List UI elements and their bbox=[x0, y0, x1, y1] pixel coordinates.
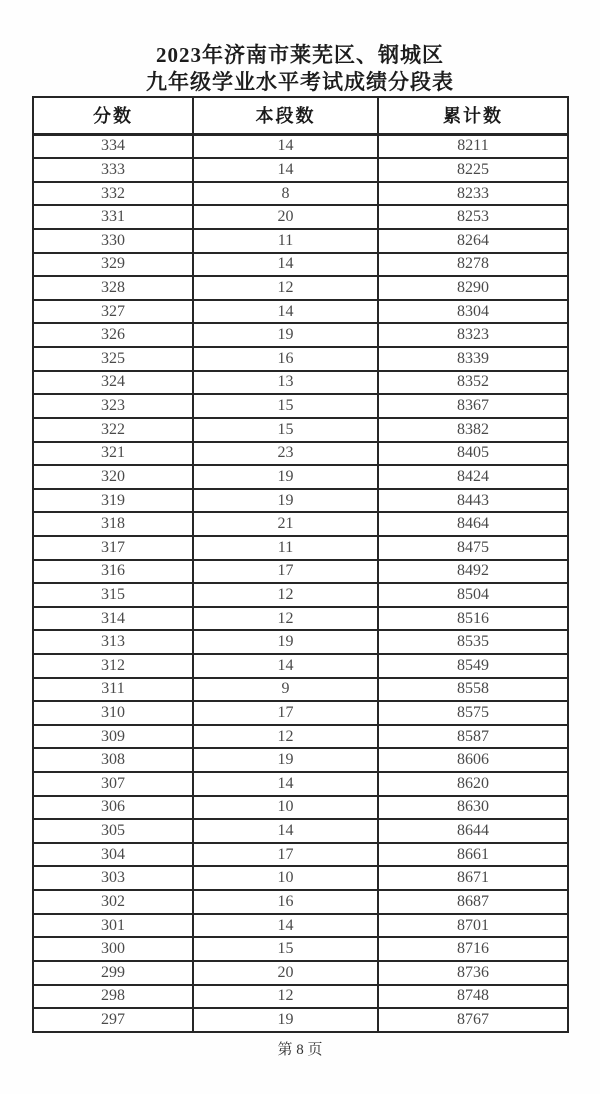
score-cell: 316 bbox=[33, 560, 193, 584]
score-cell: 321 bbox=[33, 442, 193, 466]
cumulative-count-cell: 8233 bbox=[378, 182, 568, 206]
table-row bbox=[33, 536, 568, 560]
segment-count-cell: 17 bbox=[193, 560, 378, 584]
segment-count-cell: 12 bbox=[193, 985, 378, 1009]
segment-count-cell: 14 bbox=[193, 654, 378, 678]
cumulative-count-cell: 8352 bbox=[378, 371, 568, 395]
segment-count-cell: 19 bbox=[193, 1008, 378, 1032]
score-cell: 317 bbox=[33, 536, 193, 560]
cumulative-count-cell: 8443 bbox=[378, 489, 568, 513]
segment-count-cell: 14 bbox=[193, 134, 378, 158]
cumulative-count-cell: 8382 bbox=[378, 418, 568, 442]
table-row bbox=[33, 866, 568, 890]
score-cell: 309 bbox=[33, 725, 193, 749]
table-row bbox=[33, 843, 568, 867]
cumulative-count-cell: 8424 bbox=[378, 465, 568, 489]
score-cell: 312 bbox=[33, 654, 193, 678]
table-row bbox=[33, 418, 568, 442]
table-row bbox=[33, 394, 568, 418]
table-row bbox=[33, 630, 568, 654]
segment-count-cell: 12 bbox=[193, 583, 378, 607]
table-row bbox=[33, 512, 568, 536]
cumulative-count-cell: 8225 bbox=[378, 158, 568, 182]
segment-count-cell: 19 bbox=[193, 323, 378, 347]
segment-count-cell: 11 bbox=[193, 229, 378, 253]
cumulative-count-cell: 8644 bbox=[378, 819, 568, 843]
score-cell: 300 bbox=[33, 937, 193, 961]
table-row bbox=[33, 654, 568, 678]
segment-count-cell: 11 bbox=[193, 536, 378, 560]
score-cell: 314 bbox=[33, 607, 193, 631]
cumulative-count-cell: 8716 bbox=[378, 937, 568, 961]
segment-count-cell: 10 bbox=[193, 796, 378, 820]
score-cell: 303 bbox=[33, 866, 193, 890]
score-cell: 308 bbox=[33, 748, 193, 772]
table-row bbox=[33, 725, 568, 749]
cumulative-count-cell: 8211 bbox=[378, 134, 568, 158]
table-row bbox=[33, 323, 568, 347]
cumulative-count-cell: 8558 bbox=[378, 678, 568, 702]
score-cell: 334 bbox=[33, 134, 193, 158]
score-cell: 302 bbox=[33, 890, 193, 914]
segment-count-cell: 20 bbox=[193, 961, 378, 985]
table-row bbox=[33, 229, 568, 253]
score-cell: 328 bbox=[33, 276, 193, 300]
cumulative-count-cell: 8535 bbox=[378, 630, 568, 654]
segment-count-cell: 12 bbox=[193, 725, 378, 749]
cumulative-count-cell: 8290 bbox=[378, 276, 568, 300]
segment-count-cell: 15 bbox=[193, 394, 378, 418]
cumulative-count-cell: 8748 bbox=[378, 985, 568, 1009]
score-cell: 325 bbox=[33, 347, 193, 371]
table-row bbox=[33, 182, 568, 206]
cumulative-count-cell: 8339 bbox=[378, 347, 568, 371]
cumulative-count-cell: 8587 bbox=[378, 725, 568, 749]
cumulative-count-cell: 8606 bbox=[378, 748, 568, 772]
segment-count-cell: 20 bbox=[193, 205, 378, 229]
cumulative-count-cell: 8549 bbox=[378, 654, 568, 678]
cumulative-count-cell: 8701 bbox=[378, 914, 568, 938]
table-row bbox=[33, 371, 568, 395]
cumulative-count-cell: 8475 bbox=[378, 536, 568, 560]
score-cell: 306 bbox=[33, 796, 193, 820]
score-cell: 327 bbox=[33, 300, 193, 324]
score-cell: 332 bbox=[33, 182, 193, 206]
segment-count-cell: 17 bbox=[193, 843, 378, 867]
table-row bbox=[33, 560, 568, 584]
score-cell: 315 bbox=[33, 583, 193, 607]
table-row bbox=[33, 489, 568, 513]
table-row bbox=[33, 347, 568, 371]
table-row bbox=[33, 583, 568, 607]
segment-count-cell: 15 bbox=[193, 418, 378, 442]
table-row bbox=[33, 961, 568, 985]
header-segment-count: 本段数 bbox=[193, 97, 378, 134]
cumulative-count-cell: 8264 bbox=[378, 229, 568, 253]
table-row bbox=[33, 937, 568, 961]
score-cell: 311 bbox=[33, 678, 193, 702]
table-row bbox=[33, 300, 568, 324]
cumulative-count-cell: 8575 bbox=[378, 701, 568, 725]
table-row bbox=[33, 985, 568, 1009]
segment-count-cell: 15 bbox=[193, 937, 378, 961]
cumulative-count-cell: 8767 bbox=[378, 1008, 568, 1032]
score-distribution-table bbox=[32, 96, 569, 1033]
page-number: 第 8 页 bbox=[277, 1042, 323, 1058]
segment-count-cell: 8 bbox=[193, 182, 378, 206]
segment-count-cell: 16 bbox=[193, 890, 378, 914]
table-row bbox=[33, 701, 568, 725]
segment-count-cell: 14 bbox=[193, 772, 378, 796]
score-cell: 297 bbox=[33, 1008, 193, 1032]
cumulative-count-cell: 8661 bbox=[378, 843, 568, 867]
document-title bbox=[0, 42, 600, 96]
table-row bbox=[33, 465, 568, 489]
cumulative-count-cell: 8304 bbox=[378, 300, 568, 324]
score-cell: 331 bbox=[33, 205, 193, 229]
segment-count-cell: 16 bbox=[193, 347, 378, 371]
cumulative-count-cell: 8630 bbox=[378, 796, 568, 820]
table-row bbox=[33, 1008, 568, 1032]
table-row bbox=[33, 772, 568, 796]
table-body bbox=[33, 134, 568, 1032]
score-cell: 329 bbox=[33, 253, 193, 277]
table-row bbox=[33, 678, 568, 702]
header-cumulative-count: 累计数 bbox=[378, 97, 568, 134]
table-row bbox=[33, 796, 568, 820]
table-row bbox=[33, 607, 568, 631]
segment-count-cell: 19 bbox=[193, 489, 378, 513]
segment-count-cell: 19 bbox=[193, 748, 378, 772]
table-row bbox=[33, 134, 568, 158]
segment-count-cell: 10 bbox=[193, 866, 378, 890]
segment-count-cell: 9 bbox=[193, 678, 378, 702]
score-cell: 322 bbox=[33, 418, 193, 442]
table-row bbox=[33, 914, 568, 938]
segment-count-cell: 14 bbox=[193, 158, 378, 182]
segment-count-cell: 13 bbox=[193, 371, 378, 395]
score-cell: 304 bbox=[33, 843, 193, 867]
segment-count-cell: 14 bbox=[193, 300, 378, 324]
score-cell: 319 bbox=[33, 489, 193, 513]
cumulative-count-cell: 8671 bbox=[378, 866, 568, 890]
score-cell: 330 bbox=[33, 229, 193, 253]
score-cell: 318 bbox=[33, 512, 193, 536]
segment-count-cell: 23 bbox=[193, 442, 378, 466]
cumulative-count-cell: 8492 bbox=[378, 560, 568, 584]
segment-count-cell: 14 bbox=[193, 819, 378, 843]
segment-count-cell: 19 bbox=[193, 465, 378, 489]
table-row bbox=[33, 276, 568, 300]
score-cell: 324 bbox=[33, 371, 193, 395]
cumulative-count-cell: 8687 bbox=[378, 890, 568, 914]
cumulative-count-cell: 8736 bbox=[378, 961, 568, 985]
score-cell: 326 bbox=[33, 323, 193, 347]
cumulative-count-cell: 8278 bbox=[378, 253, 568, 277]
cumulative-count-cell: 8405 bbox=[378, 442, 568, 466]
score-cell: 298 bbox=[33, 985, 193, 1009]
table-row bbox=[33, 890, 568, 914]
table-row bbox=[33, 253, 568, 277]
title-line-1: 2023年济南市莱芜区、钢城区 bbox=[156, 43, 444, 67]
table-row bbox=[33, 748, 568, 772]
cumulative-count-cell: 8516 bbox=[378, 607, 568, 631]
cumulative-count-cell: 8464 bbox=[378, 512, 568, 536]
table-row bbox=[33, 158, 568, 182]
table-row bbox=[33, 442, 568, 466]
score-cell: 323 bbox=[33, 394, 193, 418]
cumulative-count-cell: 8504 bbox=[378, 583, 568, 607]
score-cell: 307 bbox=[33, 772, 193, 796]
cumulative-count-cell: 8367 bbox=[378, 394, 568, 418]
score-cell: 333 bbox=[33, 158, 193, 182]
score-cell: 299 bbox=[33, 961, 193, 985]
segment-count-cell: 14 bbox=[193, 253, 378, 277]
segment-count-cell: 12 bbox=[193, 607, 378, 631]
segment-count-cell: 17 bbox=[193, 701, 378, 725]
table-row bbox=[33, 205, 568, 229]
segment-count-cell: 19 bbox=[193, 630, 378, 654]
score-cell: 320 bbox=[33, 465, 193, 489]
cumulative-count-cell: 8323 bbox=[378, 323, 568, 347]
segment-count-cell: 21 bbox=[193, 512, 378, 536]
segment-count-cell: 14 bbox=[193, 914, 378, 938]
cumulative-count-cell: 8253 bbox=[378, 205, 568, 229]
cumulative-count-cell: 8620 bbox=[378, 772, 568, 796]
segment-count-cell: 12 bbox=[193, 276, 378, 300]
table-row bbox=[33, 819, 568, 843]
score-cell: 313 bbox=[33, 630, 193, 654]
score-cell: 310 bbox=[33, 701, 193, 725]
header-score: 分数 bbox=[33, 97, 193, 134]
title-line-2: 九年级学业水平考试成绩分段表 bbox=[146, 70, 454, 94]
score-cell: 301 bbox=[33, 914, 193, 938]
header-row bbox=[33, 97, 568, 134]
score-cell: 305 bbox=[33, 819, 193, 843]
